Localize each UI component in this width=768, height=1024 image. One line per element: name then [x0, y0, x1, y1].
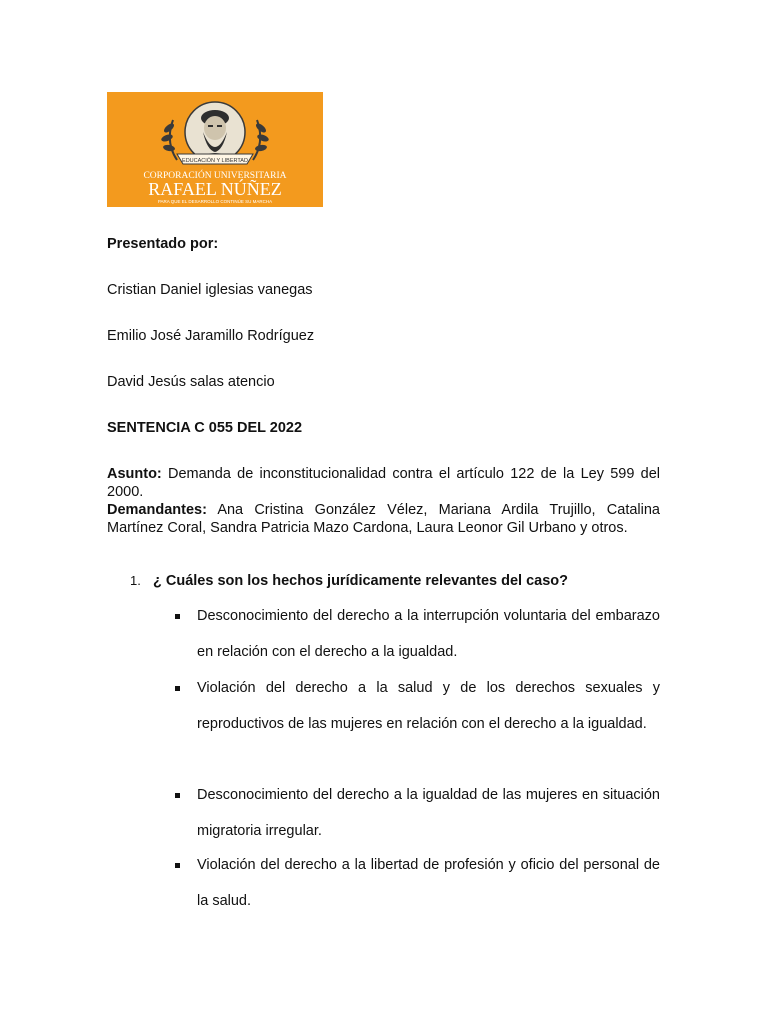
document-title: SENTENCIA C 055 DEL 2022: [107, 420, 303, 436]
author-name: Cristian Daniel iglesias vanegas: [107, 282, 313, 298]
list-item: Desconocimiento del derecho a la interrupción voluntaria del embarazo en relación con el derecho a la igualdad.: [197, 608, 660, 660]
asunto-label: Asunto:: [107, 466, 162, 482]
list-item: Violación del derecho a la libertad de profesión y oficio del personal de la salud.: [197, 857, 660, 909]
bullet-marker: [175, 793, 180, 798]
demandantes-label: Demandantes:: [107, 502, 207, 518]
presented-by-label: Presentado por:: [107, 236, 219, 252]
demandantes-text: Ana Cristina González Vélez, Mariana Ardila Trujillo, Catalina Martínez Coral, Sandra Patricia Mazo Cardona, Laura Leonor Gil Urbano y otros.: [107, 502, 660, 536]
asunto-text: Demanda de inconstitucionalidad contra el artículo 122 de la Ley 599 del 2000.: [107, 466, 660, 500]
question-number: 1.: [130, 573, 141, 588]
list-item: Desconocimiento del derecho a la igualdad de las mujeres en situación migratoria irregular.: [197, 787, 660, 839]
asunto-paragraph: [107, 465, 660, 501]
university-logo: [107, 92, 323, 207]
bullet-marker: [175, 614, 180, 619]
logo-graphic: [107, 92, 323, 207]
bullet-marker: [175, 863, 180, 868]
logo-line2: RAFAEL NÚÑEZ: [148, 179, 282, 199]
author-name: Emilio José Jaramillo Rodríguez: [107, 328, 315, 344]
logo-banner: EDUCACIÓN Y LIBERTAD: [182, 158, 248, 164]
logo-line1: CORPORACIÓN UNIVERSITARIA: [143, 171, 287, 181]
logo-tagline: PARA QUE EL DESARROLLO CONTINÚE SU MARCHA: [157, 199, 273, 204]
demandantes-paragraph: [107, 501, 660, 537]
bullet-marker: [175, 686, 180, 691]
author-name: David Jesús salas atencio: [107, 374, 275, 390]
list-item: Violación del derecho a la salud y de los derechos sexuales y reproductivos de las mujeres en relación con el derecho a la igualdad.: [197, 680, 660, 732]
question-heading: ¿ Cuáles son los hechos jurídicamente relevantes del caso?: [153, 573, 569, 589]
